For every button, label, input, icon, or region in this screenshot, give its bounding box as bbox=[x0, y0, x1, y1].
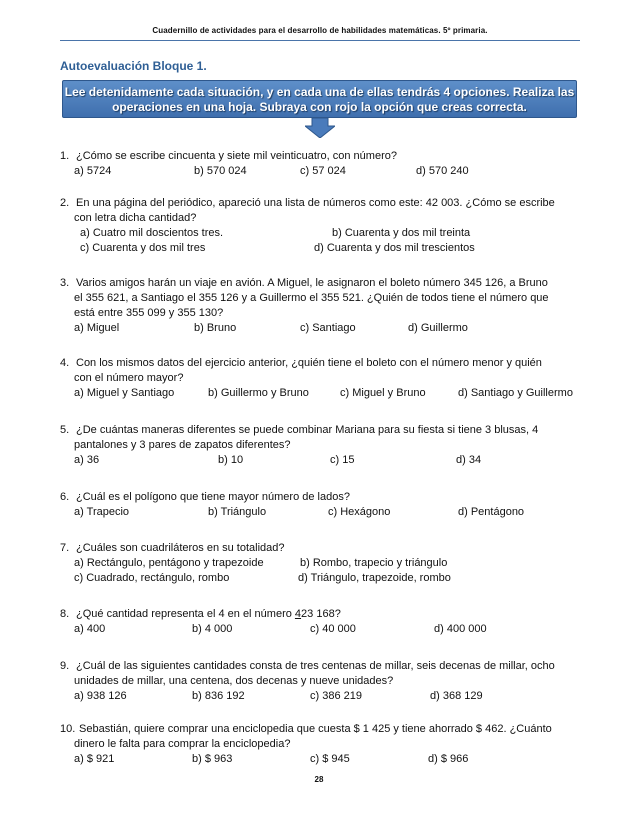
option-d: d) Guillermo bbox=[408, 322, 468, 334]
option-d: d) 400 000 bbox=[434, 623, 487, 635]
option-d: d) Pentágono bbox=[458, 506, 525, 518]
option-d: d) 570 240 bbox=[416, 165, 469, 177]
option-b: b) 10 bbox=[218, 454, 244, 466]
question-text: ¿Cómo se escribe cincuenta y siete mil veinticuatro, con número? bbox=[76, 150, 397, 162]
question-text: Sebastián, quiere comprar una enciclopedia que cuesta $ 1 425 y tiene ahorrado $ 462. ¿Cuánto bbox=[76, 723, 552, 735]
question-number: 9. bbox=[60, 660, 70, 672]
question-text-continued: pantalones y 3 pares de zapatos diferentes? bbox=[74, 439, 291, 451]
question-9 bbox=[60, 659, 580, 704]
question-text: ¿Cuál de las siguientes cantidades consta de tres centenas de millar, seis decenas de millar, ocho bbox=[76, 660, 555, 672]
option-c: c) 40 000 bbox=[310, 623, 356, 635]
option-a: a) 36 bbox=[74, 454, 100, 466]
question-text-end: 23 168? bbox=[301, 608, 341, 620]
option-b: b) 570 024 bbox=[194, 165, 247, 177]
option-d: d) 368 129 bbox=[430, 690, 483, 702]
option-c: c) Santiago bbox=[300, 322, 356, 334]
option-c: c) 57 024 bbox=[300, 165, 346, 177]
option-c: c) Cuarenta y dos mil tres bbox=[80, 242, 206, 254]
section-title: Autoevaluación Bloque 1. bbox=[60, 59, 207, 73]
option-a: a) Miguel y Santiago bbox=[74, 387, 175, 399]
option-d: d) Cuarenta y dos mil trescientos bbox=[314, 242, 475, 254]
question-number: 8. bbox=[60, 608, 70, 620]
page-number: 28 bbox=[314, 775, 324, 784]
question-text-continued: el 355 621, a Santiago el 355 126 y a Guillermo el 355 521. ¿Quién de todos tiene el número que bbox=[74, 292, 549, 304]
question-number: 4. bbox=[60, 357, 70, 369]
question-7 bbox=[60, 541, 580, 586]
option-b: b) Rombo, trapecio y triángulo bbox=[300, 557, 448, 569]
option-a: a) Trapecio bbox=[74, 506, 130, 518]
option-a: a) 400 bbox=[74, 623, 106, 635]
option-d: d) Santiago y Guillermo bbox=[458, 387, 573, 399]
question-1 bbox=[60, 149, 580, 179]
option-a: a) Miguel bbox=[74, 322, 120, 334]
option-d: d) $ 966 bbox=[428, 753, 469, 765]
option-d: d) Triángulo, trapezoide, rombo bbox=[298, 572, 451, 584]
question-6 bbox=[60, 490, 580, 520]
question-text: ¿Cuáles son cuadriláteros en su totalidad? bbox=[76, 542, 285, 554]
question-text: Varios amigos harán un viaje en avión. A Miguel, le asignaron el boleto número 345 126, a Bruno bbox=[76, 277, 548, 289]
option-a: a) Cuatro mil doscientos tres. bbox=[80, 227, 224, 239]
option-a: a) $ 921 bbox=[74, 753, 115, 765]
question-text: ¿De cuántas maneras diferentes se puede combinar Mariana para su fiesta si tiene 3 blusas, 4 bbox=[76, 424, 539, 436]
option-b: b) Guillermo y Bruno bbox=[208, 387, 309, 399]
question-5 bbox=[60, 423, 580, 468]
question-2 bbox=[60, 196, 580, 256]
option-b: b) Triángulo bbox=[208, 506, 267, 518]
question-3 bbox=[60, 276, 580, 336]
question-number: 6. bbox=[60, 491, 70, 503]
option-b: b) $ 963 bbox=[192, 753, 233, 765]
option-a: a) Rectángulo, pentágono y trapezoide bbox=[74, 557, 264, 569]
option-b: b) Bruno bbox=[194, 322, 237, 334]
banner-line-2: operaciones en una hoja. Subraya con rojo la opción que creas correcta. bbox=[112, 100, 527, 114]
question-4 bbox=[60, 356, 580, 401]
option-c: c) Cuadrado, rectángulo, rombo bbox=[74, 572, 230, 584]
question-text-continued: dinero le falta para comprar la enciclopedia? bbox=[74, 738, 291, 750]
question-text: ¿Cuál es el polígono que tiene mayor número de lados? bbox=[76, 491, 350, 503]
option-c: c) 15 bbox=[330, 454, 355, 466]
question-number: 7. bbox=[60, 542, 70, 554]
question-8 bbox=[60, 607, 580, 637]
question-text: ¿Qué cantidad representa el 4 en el número bbox=[76, 608, 295, 620]
question-number: 10. bbox=[60, 723, 76, 735]
underlined-digit: 4 bbox=[294, 608, 302, 620]
question-text-continued: con letra dicha cantidad? bbox=[74, 212, 197, 224]
option-b: b) 4 000 bbox=[192, 623, 233, 635]
option-b: b) Cuarenta y dos mil treinta bbox=[332, 227, 471, 239]
option-a: a) 5724 bbox=[74, 165, 112, 177]
option-a: a) 938 126 bbox=[74, 690, 127, 702]
option-c: c) Hexágono bbox=[328, 506, 391, 518]
option-c: c) $ 945 bbox=[310, 753, 350, 765]
option-d: d) 34 bbox=[456, 454, 482, 466]
question-number: 1. bbox=[60, 150, 70, 162]
instructions-banner bbox=[62, 80, 577, 118]
page-header: Cuadernillo de actividades para el desarrollo de habilidades matemáticas. 5º primaria. bbox=[152, 26, 488, 35]
question-text-continued: con el número mayor? bbox=[74, 372, 184, 384]
down-arrow-icon bbox=[305, 118, 335, 138]
option-c: c) 386 219 bbox=[310, 690, 362, 702]
option-b: b) 836 192 bbox=[192, 690, 245, 702]
question-number: 5. bbox=[60, 424, 70, 436]
option-c: c) Miguel y Bruno bbox=[340, 387, 426, 399]
question-text-continued: unidades de millar, una centena, dos decenas y nueve unidades? bbox=[74, 675, 394, 687]
question-number: 3. bbox=[60, 277, 70, 289]
question-text: Con los mismos datos del ejercicio anterior, ¿quién tiene el boleto con el número menor y quién bbox=[76, 357, 542, 369]
question-number: 2. bbox=[60, 197, 70, 209]
header-rule bbox=[60, 40, 580, 41]
question-10 bbox=[60, 722, 580, 767]
banner-line-1: Lee detenidamente cada situación, y en cada una de ellas tendrás 4 opciones. Realiza las bbox=[64, 85, 575, 99]
question-text: En una página del periódico, apareció una lista de números como este: 42 003. ¿Cómo se escribe bbox=[76, 197, 555, 209]
question-text-continued: está entre 355 099 y 355 130? bbox=[74, 307, 224, 319]
